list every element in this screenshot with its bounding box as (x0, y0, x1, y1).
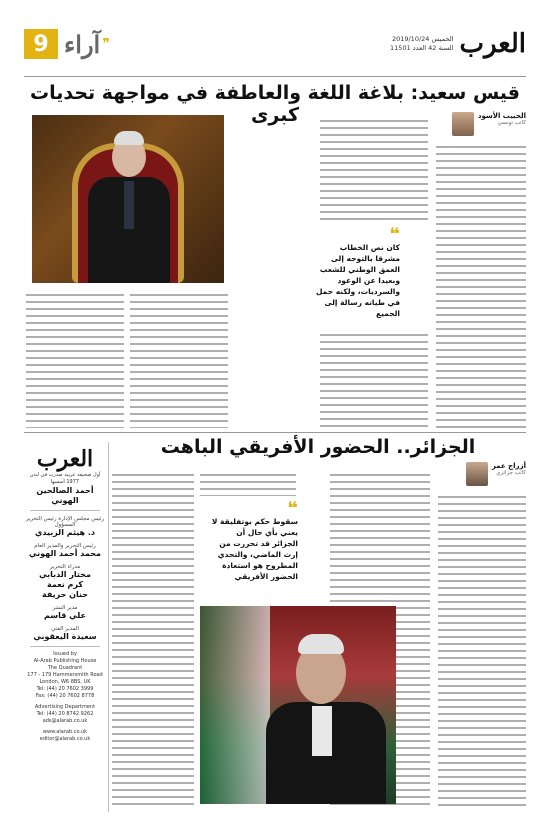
staff-tagline-1: أول صحيفة عربية صدرت في لندن (29, 472, 101, 478)
staff-en-4: 177 - 179 Hammersmith Road (27, 672, 103, 678)
staff-en-3: The Quadrant (47, 665, 83, 671)
issue-number: السنة 42 العدد 11501 (390, 44, 454, 52)
staff-en-7: Fax: (44) 20 7602 8778 (35, 693, 95, 699)
section-block (24, 29, 110, 59)
staff-en-11[interactable]: www.alarab.co.uk (42, 729, 88, 735)
staff-role-5: المدير الفني (51, 626, 79, 632)
staff-en-5: London, W6 8BS, UK (39, 679, 91, 685)
article2-column-1 (438, 492, 526, 806)
staff-en-1: Issued by (53, 651, 77, 657)
page-number: 9 (24, 29, 58, 59)
article2-spacer (304, 470, 305, 471)
article1-photo (32, 115, 224, 283)
staff-role-2: رئيس التحرير والمدير العام (34, 543, 96, 549)
staff-name-1: د. هيثم الزبيدي (34, 528, 95, 537)
article1-author-name: الحبيب الأسود (477, 112, 526, 120)
staff-role-3: مدراء التحرير (49, 564, 81, 570)
article1-author-text (478, 112, 526, 126)
article2-author-text (492, 462, 526, 476)
article2-author-avatar (466, 462, 488, 486)
article1-column-3 (130, 290, 228, 428)
pull-quote-icon: ❝ (389, 224, 400, 245)
article1-pull-quote-text: كان نص الخطاب مشرقا بالتوجه إلى العمق الوطني للشعب وبعيدا عن الوعود والسرديات، ولكنه حمل في طياته رسالة إلى الجميع (315, 243, 400, 318)
staff-name-2: محمد أحمد الهوني (29, 549, 101, 558)
staff-founder: أحمد الصالحين الهوني (36, 486, 94, 505)
article2-pull-quote-text: سقوط حكم بوتفليقة لا يعني بأي حال أن الجزائر قد تحررت من إرث الماضي، والتحدي المطروح هو استعادة الحضور الأفريقي (211, 517, 298, 581)
pull-quote-icon: ❝ (287, 498, 298, 519)
photo2-flag (200, 606, 270, 804)
article-divider (24, 432, 526, 433)
quote-mark-icon: ❞ (102, 36, 110, 52)
staff-en-2: Al-Arab Publishing House (33, 658, 97, 664)
staff-role-1: رئيس مجلس الإدارة رئيس التحرير المسؤول (25, 516, 105, 528)
issue-date: الخميس 2019/10/24 (391, 35, 454, 43)
staff-name-4: علي قاسم (44, 611, 86, 620)
photo1-person-hair (114, 131, 144, 145)
staff-tagline-2: 1977 أسسها (50, 479, 80, 485)
staff-name-5: سعيدة اليعقوبي (33, 632, 97, 641)
issue-info (390, 35, 453, 53)
article1-column-2-top (320, 116, 428, 220)
article2-author-role: كاتب جزائري (496, 470, 526, 476)
staff-name-3b: كرم نعمة (46, 580, 83, 589)
staff-divider (108, 442, 109, 812)
staff-rule (30, 510, 100, 511)
article1-column-2-bottom (320, 330, 428, 428)
article2-column-3-top (200, 470, 296, 496)
article2-headline: الجزائر.. الحضور الأفريقي الباهت (160, 436, 476, 458)
article1-author-avatar (452, 112, 474, 136)
staff-name-3c: حنان حريفة (41, 590, 88, 599)
staff-en-6: Tel: (44) 20 7602 3999 (36, 686, 94, 692)
article1-column-4 (26, 290, 124, 428)
article1-pull-quote (315, 224, 400, 319)
masthead (24, 18, 526, 70)
newspaper-logo: العرب (459, 29, 526, 59)
staff-logo: العرب (36, 446, 94, 472)
staff-name-3a: مختار الدبابي (39, 570, 91, 579)
article2-column-4 (112, 470, 194, 806)
article1-column-1 (436, 142, 526, 428)
article2-pull-quote (210, 498, 298, 582)
article2-author-name: أزراج عمر (491, 462, 526, 470)
article1-headline: قيس سعيد: بلاغة اللغة والعاطفة في مواجهة تحديات كبرى (30, 82, 520, 126)
article2-photo (200, 606, 396, 804)
article1-author (434, 112, 526, 136)
article2-author (448, 462, 526, 486)
staff-box (24, 446, 106, 820)
staff-rule (30, 646, 100, 647)
section-title: آراء (64, 29, 101, 59)
photo2-person-hair (298, 634, 344, 654)
photo2-person-shirt (312, 706, 332, 756)
staff-en-9: Tel: (44) 20 8742 9262 (36, 711, 94, 717)
photo1-tie (124, 181, 134, 229)
staff-en-8: Advertising Department (34, 704, 96, 710)
staff-en-10[interactable]: ads@alarab.co.uk (42, 718, 88, 724)
staff-en-12[interactable]: editor@alarab.co.uk (39, 736, 91, 742)
staff-role-4: مدير النشر (52, 605, 78, 611)
masthead-rule (24, 76, 526, 77)
masthead-logo-block (390, 29, 526, 59)
article1-author-role: كاتب تونسي (497, 120, 526, 126)
